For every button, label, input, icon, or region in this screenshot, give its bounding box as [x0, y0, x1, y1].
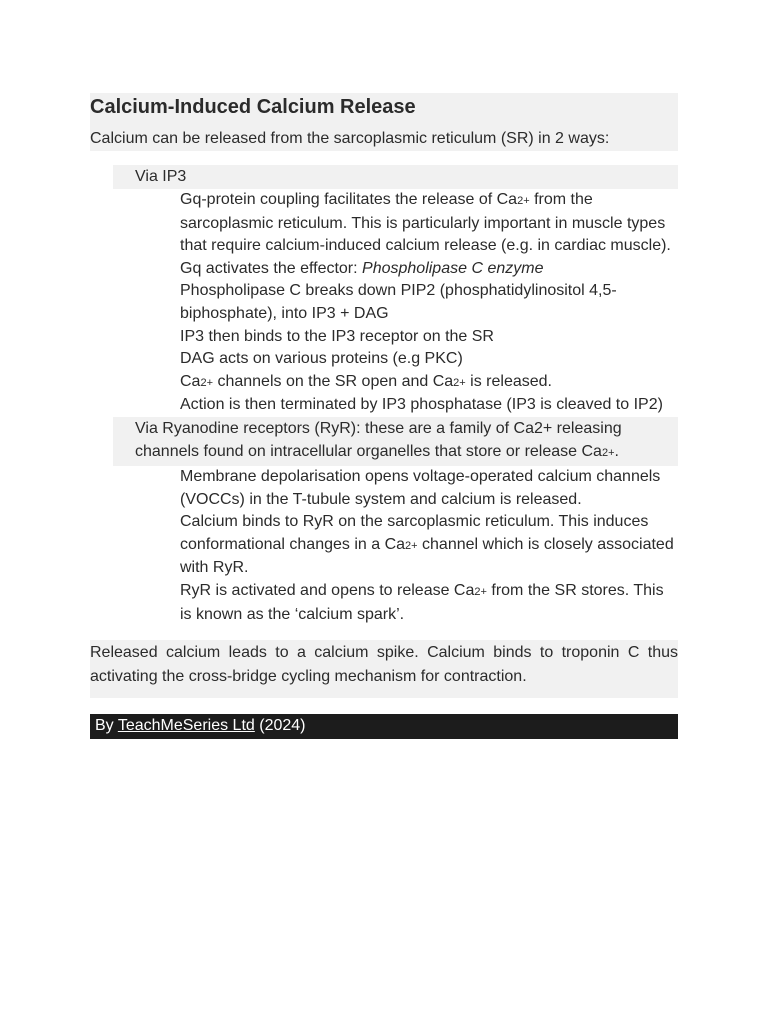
bullet-text: from the SR stores. This is known as the ‘calcium spark’. [180, 581, 664, 623]
list-item: Membrane depolarisation opens voltage-operated calcium channels (VOCCs) in the T-tubule system and calcium is released. [180, 467, 661, 508]
heading-text: . [614, 442, 619, 460]
page-title: Calcium-Induced Calcium Release [90, 96, 416, 118]
section-heading-ip3: Via IP3 [113, 165, 678, 189]
bullet-text: channels on the SR open and Ca [213, 372, 454, 390]
charge-label: 2+ [453, 376, 466, 389]
section-heading-ryr [113, 417, 678, 466]
list-item: IP3 then binds to the IP3 receptor on the SR [180, 327, 494, 345]
footer-by: By [95, 717, 118, 735]
list-item: Phospholipase C breaks down PIP2 (phosphatidylinositol 4,5-biphosphate), into IP3 + DAG [180, 282, 617, 322]
ryr-bullet-list [180, 466, 678, 626]
bullet-text: Calcium binds to RyR on the sarcoplasmic reticulum. This induces conformational changes in a Ca [180, 513, 649, 553]
list-item [180, 371, 678, 395]
intro-block [90, 93, 678, 151]
conclusion-text: Released calcium leads to a calcium spike. Calcium binds to troponin C thus activating the cross-bridge cycling mechanism for contraction. [90, 640, 678, 698]
footer-credit [90, 714, 678, 739]
article [90, 93, 678, 739]
charge-label: 2+ [405, 539, 418, 552]
charge-label: 2+ [517, 195, 530, 207]
list-item [180, 580, 678, 626]
heading-text: Via Ryanodine receptors (RyR): these are a family of Ca2+ releasing channels found on intracellular organelles that store or release Ca [135, 419, 622, 460]
charge-label: 2+ [474, 585, 487, 598]
charge-label: 2+ [200, 376, 213, 389]
list-item: DAG acts on various proteins (e.g PKC) [180, 350, 463, 368]
intro-text: Calcium can be released from the sarcoplasmic reticulum (SR) in 2 ways: [90, 130, 610, 147]
list-item: Action is then terminated by IP3 phosphatase (IP3 is cleaved to IP2) [180, 396, 663, 414]
list-item [180, 511, 678, 580]
enzyme-name: Phospholipase C enzyme [362, 259, 544, 277]
bullet-text: from the sarcoplasmic reticulum. This is particularly important in muscle types that require calcium-induced calcium release (e.g. in cardiac muscle). [180, 191, 671, 255]
bullet-text: is released. [465, 372, 552, 390]
list-item [180, 258, 678, 281]
footer-year: (2024) [254, 717, 306, 735]
bullet-text: Ca [180, 372, 201, 390]
bullet-text: RyR is activated and opens to release Ca [180, 581, 475, 599]
bullet-text: Gq activates the effector: [180, 259, 363, 277]
publisher-link[interactable]: TeachMeSeries Ltd [117, 717, 255, 735]
list-item [180, 189, 678, 258]
ip3-bullet-list [180, 189, 678, 417]
bullet-text: channel which is closely associated with RyR. [180, 535, 674, 577]
bullet-text: Gq-protein coupling facilitates the release of Ca [180, 191, 518, 208]
charge-label: 2+ [601, 446, 615, 459]
